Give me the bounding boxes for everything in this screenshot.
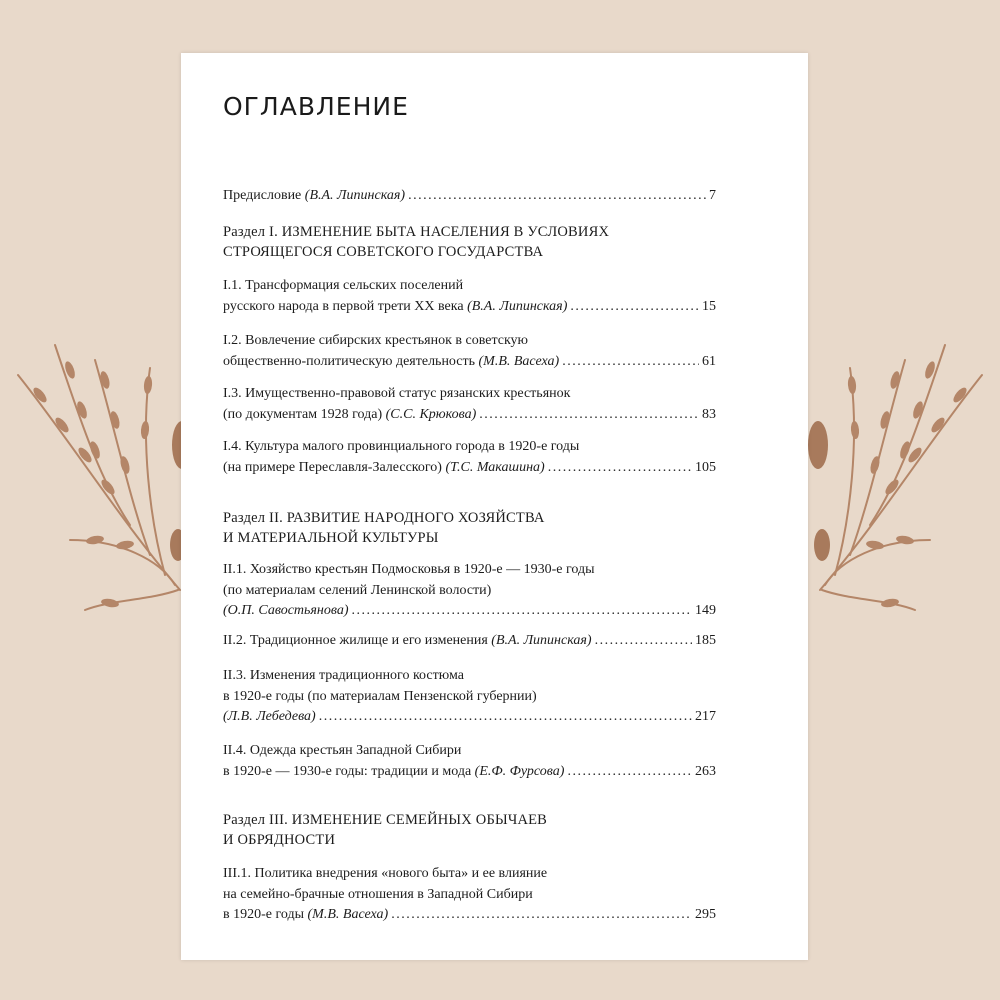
dot-leader <box>319 707 692 728</box>
section-heading-1: Раздел I. ИЗМЕНЕНИЕ БЫТА НАСЕЛЕНИЯ В УСЛОВИЯХ СТРОЯЩЕГОСЯ СОВЕТСКОГО ГОСУДАРСТВА <box>223 224 610 260</box>
dot-leader <box>391 905 692 926</box>
toc-entry-i3: I.3. Имущественно-правовой статус рязанских крестьянок (по документам 1928 года) (С.С. Крюкова) . . . 83 <box>223 384 716 425</box>
dot-leader <box>595 631 692 652</box>
toc-entry-author: (В.А. Липинская) <box>467 298 568 314</box>
dot-leader <box>570 297 699 318</box>
dot-leader <box>562 352 699 373</box>
toc-entry-i1: I.1. Трансформация сельских поселений русского народа в первой трети XX века (В.А. Липинская) . . . 15 <box>223 276 716 317</box>
toc-entry-ii1: II.1. Хозяйство крестьян Подмосковья в 1920-е — 1930-е годы (по материалам селений Ленинской волости) (О.П. Савостьянова) . . . 149 <box>223 560 716 622</box>
toc-entry-page: 105 <box>695 459 716 475</box>
dot-leader <box>548 458 692 479</box>
toc-entry-author: (В.А. Липинская) <box>491 633 592 648</box>
toc-entry-author: (Е.Ф. Фурсова) <box>474 763 565 779</box>
toc-entry-page: 295 <box>695 907 716 922</box>
toc-entry-author: (В.А. Липинская) <box>304 188 406 203</box>
dot-leader <box>352 601 692 622</box>
dot-leader <box>479 405 699 426</box>
toc-entry-page: 61 <box>702 353 716 369</box>
dot-leader <box>567 762 692 783</box>
toc-entry-i4: I.4. Культура малого провинциального города в 1920-е годы (на примере Переславля-Залесского) (Т.С. Макашина) . . . 105 <box>223 437 716 478</box>
toc-entry-page: 217 <box>695 709 716 724</box>
toc-entry-ii4: II.4. Одежда крестьян Западной Сибири в 1920-е — 1930-е годы: традиции и мода (Е.Ф. Фурсова) . . . 263 <box>223 741 716 782</box>
book-page <box>181 53 808 960</box>
toc-entry-author: (Л.В. Лебедева) <box>223 709 316 724</box>
toc-entry-ii2: II.2. Традиционное жилище и его изменения (В.А. Липинская) . . . 185 <box>223 631 716 652</box>
toc-entry-page: 83 <box>702 406 716 422</box>
toc-entry-author: (О.П. Савостьянова) <box>223 603 349 618</box>
toc-entry-iii1: III.1. Политика внедрения «нового быта» и ее влияние на семейно-брачные отношения в Западной Сибири в 1920-е годы (М.В. Васеха) . . . 295 <box>223 864 716 926</box>
toc-entry-page: 185 <box>695 633 716 648</box>
toc-entry-page: 15 <box>702 298 716 314</box>
toc-entry-author: (С.С. Крюкова) <box>385 406 477 422</box>
toc-entry-ii3: II.3. Изменения традиционного костюма в 1920-е годы (по материалам Пензенской губернии) (Л.В. Лебедева) . . . 217 <box>223 666 716 728</box>
section-heading-2: Раздел II. РАЗВИТИЕ НАРОДНОГО ХОЗЯЙСТВА И МАТЕРИАЛЬНОЙ КУЛЬТУРЫ <box>223 510 545 546</box>
toc-entry-preface <box>223 186 716 207</box>
toc-entry-author: (М.В. Васеха) <box>478 353 560 369</box>
toc-entry-page: 7 <box>709 188 716 203</box>
toc-entry-author: (М.В. Васеха) <box>307 907 389 922</box>
toc-entry-title: Предисловие <box>223 188 302 203</box>
toc-entry-page: 149 <box>695 603 716 618</box>
dot-leader <box>408 186 706 207</box>
toc-entry-page: 263 <box>695 763 716 779</box>
section-heading-3: Раздел III. ИЗМЕНЕНИЕ СЕМЕЙНЫХ ОБЫЧАЕВ И ОБРЯДНОСТИ <box>223 812 548 848</box>
page-title: ОГЛАВЛЕНИЕ <box>223 92 409 121</box>
toc-entry-i2: I.2. Вовлечение сибирских крестьянок в советскую общественно-политическую деятельность (М.В. Васеха) . . . 61 <box>223 331 716 372</box>
toc-entry-author: (Т.С. Макашина) <box>445 459 545 475</box>
